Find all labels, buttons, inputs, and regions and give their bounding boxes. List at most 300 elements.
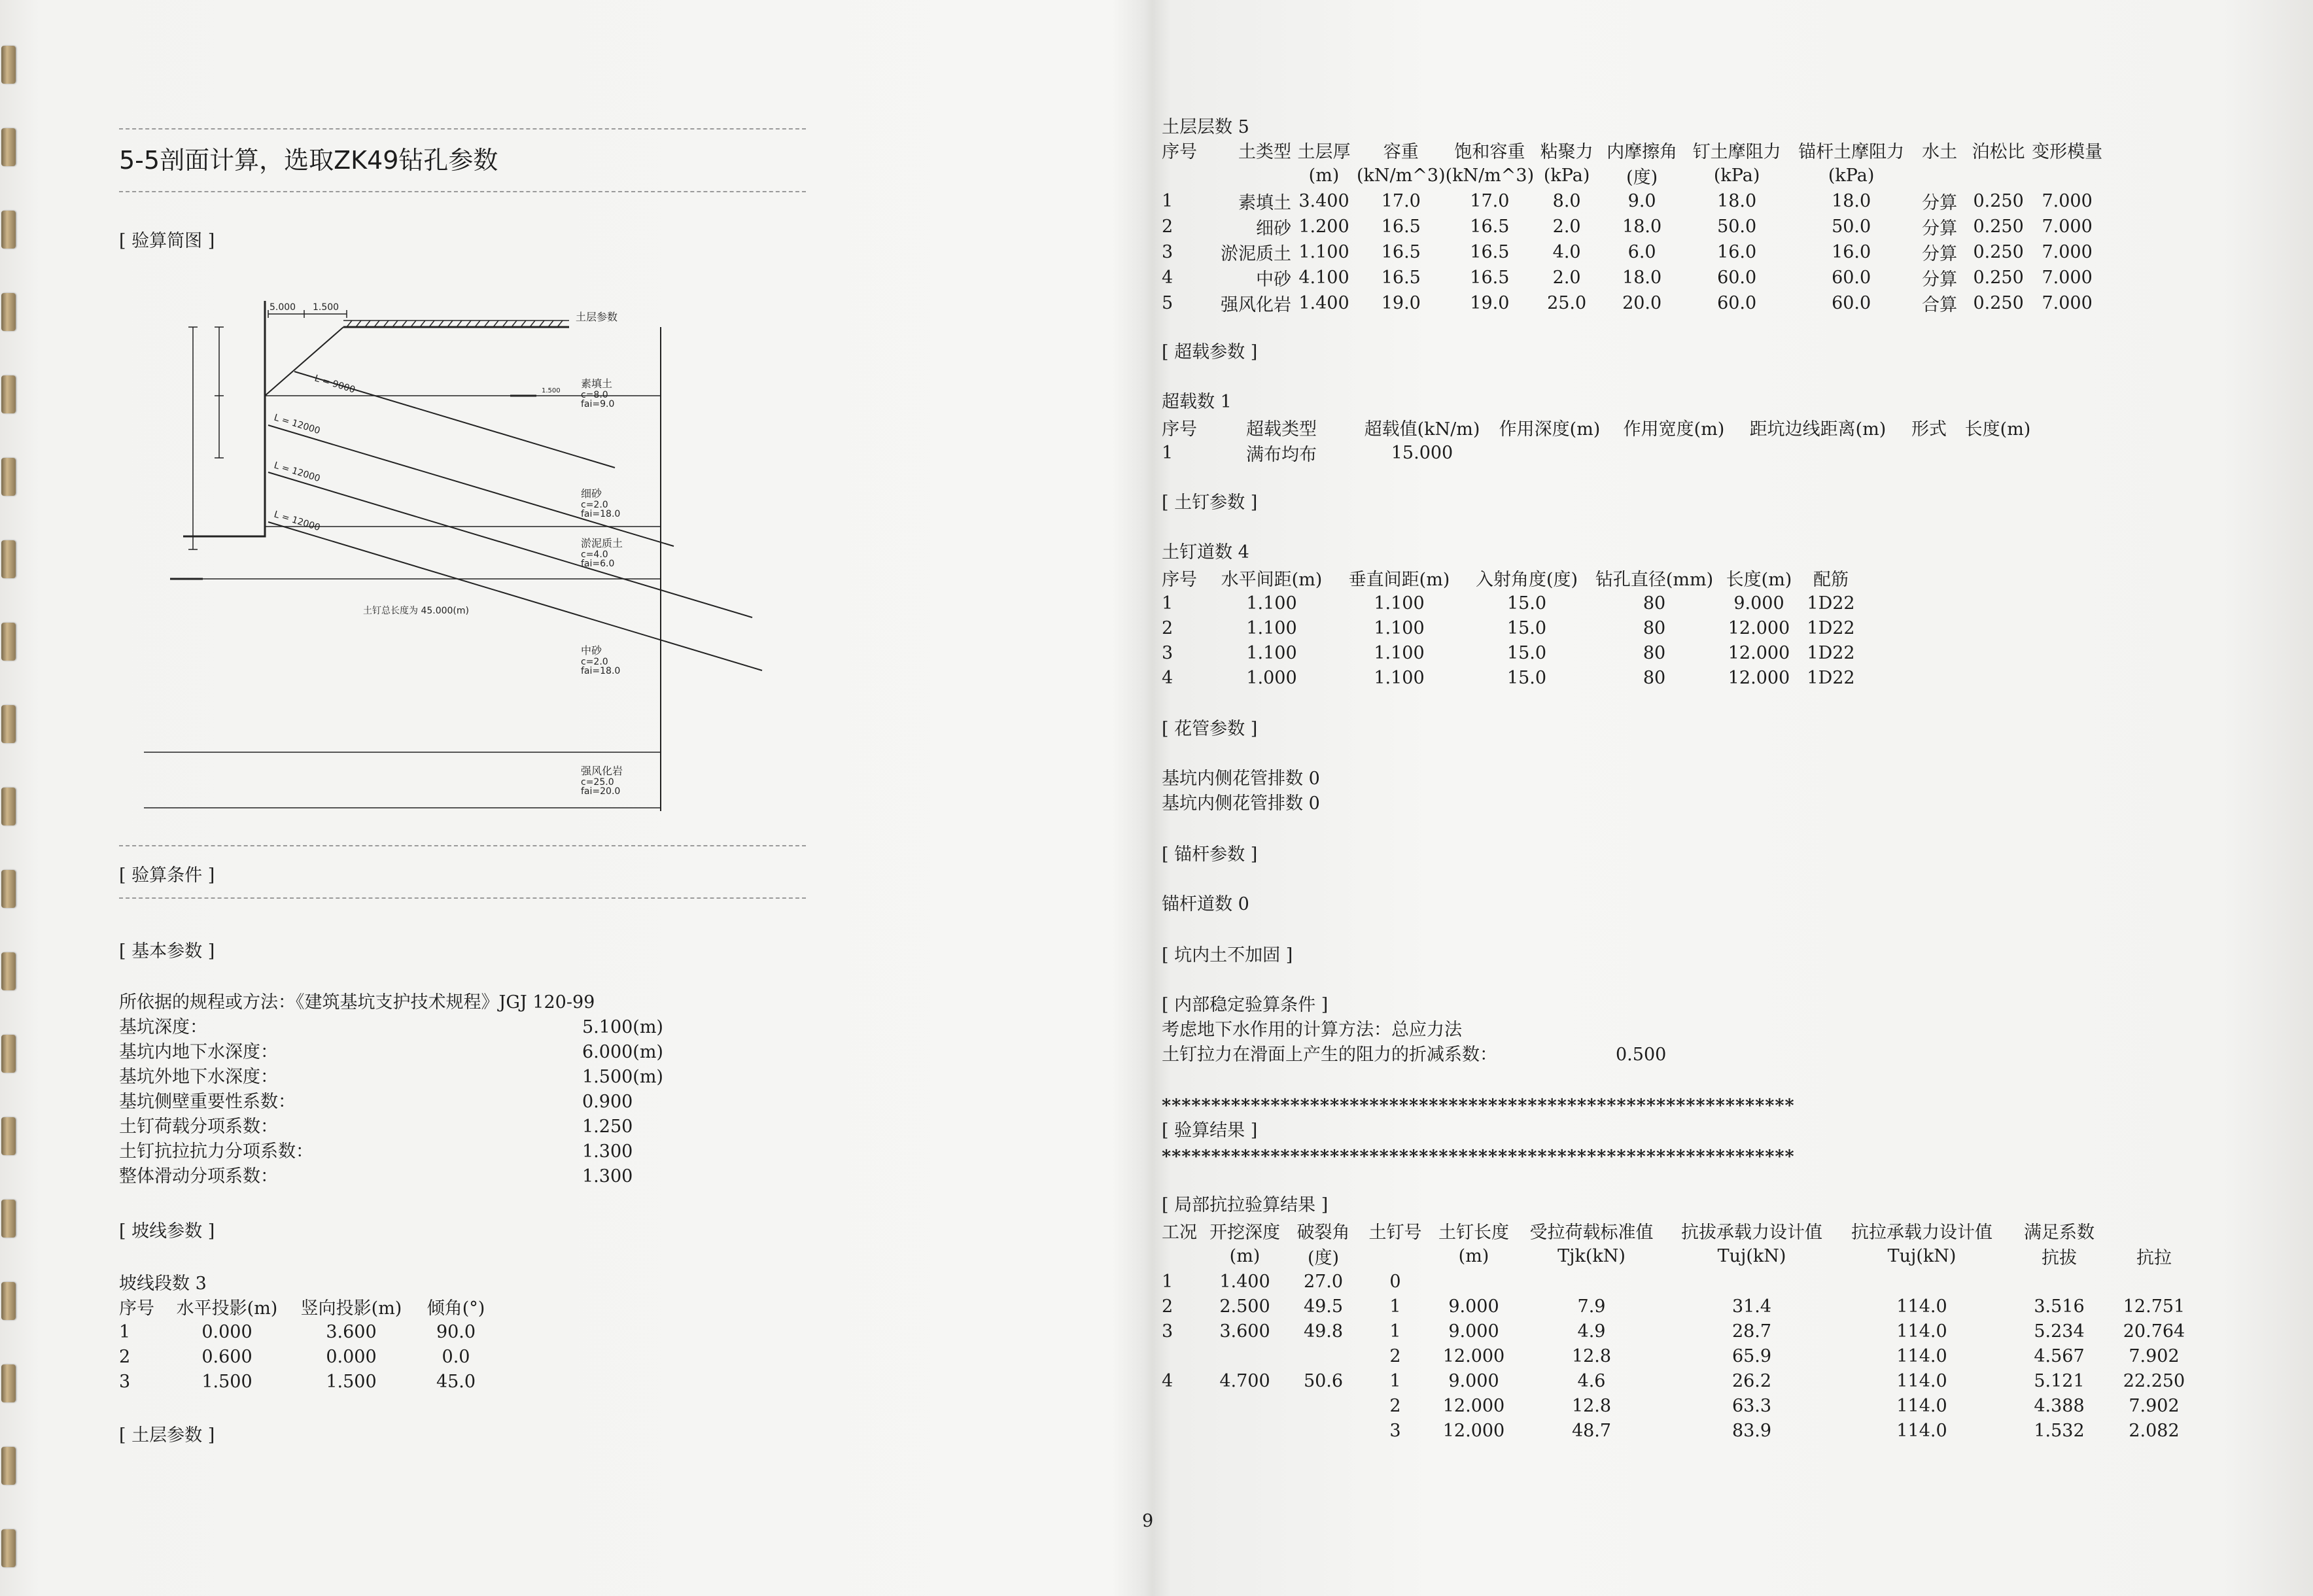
table-cell: 80 bbox=[1643, 593, 1666, 614]
table-cell: 4.6 bbox=[1577, 1370, 1606, 1391]
table-header-row bbox=[1162, 565, 1860, 591]
table-row bbox=[1162, 1368, 2197, 1393]
table-cell: 22.250 bbox=[2123, 1370, 2185, 1391]
table-cell: 0.0 bbox=[442, 1346, 470, 1367]
table-row bbox=[1162, 214, 2103, 239]
table-row bbox=[1162, 1269, 2197, 1294]
surcharge-count: 超载数 1 bbox=[1162, 392, 1232, 412]
table-cell: 16.0 bbox=[1717, 242, 1757, 262]
table-cell bbox=[1162, 1393, 1202, 1418]
table-cell: 细砂 bbox=[1256, 218, 1291, 239]
table-cell: 9.000 bbox=[1733, 593, 1784, 614]
table-row bbox=[1162, 1294, 2197, 1319]
table-cell: 2 bbox=[1389, 1345, 1401, 1366]
table-cell: 抗拉承载力设计值 bbox=[1851, 1223, 1992, 1243]
table-cell bbox=[1206, 163, 1291, 188]
slope-table bbox=[119, 1294, 498, 1394]
table-cell: 0.250 bbox=[1973, 217, 2024, 237]
layer-title: 土层参数 bbox=[576, 311, 618, 323]
table-cell: 序号 bbox=[1162, 570, 1197, 590]
table-cell: 变形模量 bbox=[2032, 142, 2103, 162]
divider bbox=[119, 897, 806, 899]
table-cell: 1.100 bbox=[1374, 642, 1425, 663]
table-cell: 水平间距(m) bbox=[1221, 570, 1323, 590]
table-cell bbox=[1162, 1418, 1202, 1443]
table-cell: 序号 bbox=[1162, 142, 1197, 162]
section-label: [ 验算条件 ] bbox=[119, 865, 215, 886]
page-number: 9 bbox=[1142, 1511, 1154, 1531]
table-cell: 63.3 bbox=[1731, 1395, 1772, 1416]
table-cell: 破裂角 bbox=[1296, 1223, 1350, 1243]
layer-name: 细砂 bbox=[581, 487, 602, 500]
table-cell: 淤泥质土 bbox=[1221, 244, 1291, 264]
table-cell: 3 bbox=[119, 1371, 131, 1392]
table-header-row bbox=[1162, 415, 2037, 440]
table-cell: 距坑边线距离(m) bbox=[1749, 419, 1887, 440]
param-label: 基坑侧壁重要性系数： bbox=[119, 1092, 296, 1112]
table-cell: 1.400 bbox=[1298, 293, 1349, 313]
table-cell: 容重 bbox=[1383, 142, 1419, 162]
layer-fai: fai=18.0 bbox=[581, 666, 621, 676]
table-cell bbox=[1736, 440, 1900, 466]
table-cell bbox=[1900, 440, 1958, 466]
layer-c: c=2.0 bbox=[581, 500, 608, 510]
surcharge-table bbox=[1162, 415, 2037, 466]
table-cell: 50.0 bbox=[1832, 217, 1871, 237]
table-cell: 16.5 bbox=[1381, 268, 1421, 288]
table-cell bbox=[1202, 1393, 1287, 1418]
table-cell: 16.5 bbox=[1381, 217, 1421, 237]
table-cell: 4 bbox=[1162, 268, 1174, 288]
table-row bbox=[119, 1319, 498, 1344]
soil-table bbox=[1162, 137, 2103, 316]
table-cell: 4.0 bbox=[1552, 242, 1581, 262]
table-cell: 1 bbox=[1162, 443, 1174, 463]
table-cell: 2 bbox=[1389, 1395, 1401, 1416]
table-cell: 0 bbox=[1389, 1271, 1401, 1292]
table-cell: 12.000 bbox=[1728, 617, 1790, 638]
table-cell: 1.532 bbox=[2034, 1420, 2085, 1441]
table-cell: 7.000 bbox=[2042, 293, 2093, 313]
table-header-row bbox=[1162, 137, 2103, 163]
stability-factor-value: 0.500 bbox=[1616, 1045, 1667, 1065]
table-cell: 倾角(°) bbox=[426, 1298, 485, 1319]
table-cell: 1.500 bbox=[326, 1371, 377, 1392]
table-cell: 长度(m) bbox=[1964, 419, 2031, 440]
table-cell bbox=[2112, 1269, 2197, 1294]
nail-label: L = 9000 bbox=[313, 373, 357, 396]
section-label: [ 内部稳定验算条件 ] bbox=[1162, 995, 1329, 1015]
table-cell: (kPa) bbox=[1828, 165, 1875, 186]
param-value: 1.300 bbox=[582, 1166, 633, 1187]
table-cell: 20.764 bbox=[2123, 1321, 2185, 1342]
table-cell: 80 bbox=[1643, 642, 1666, 663]
table-cell: 28.7 bbox=[1731, 1321, 1772, 1342]
table-cell: 形式 bbox=[1911, 419, 1947, 440]
table-cell: 2 bbox=[1162, 217, 1174, 237]
table-header-row bbox=[119, 1294, 498, 1319]
star-line: **************************************************************** bbox=[1162, 1096, 1795, 1116]
table-cell: 土层厚 bbox=[1297, 142, 1351, 162]
section-diagram bbox=[144, 301, 772, 818]
table-cell: 50.6 bbox=[1303, 1370, 1344, 1391]
table-units-row bbox=[1162, 163, 2103, 188]
table-cell: 1.100 bbox=[1246, 642, 1297, 663]
table-cell: 18.0 bbox=[1717, 191, 1757, 211]
table-cell: 114.0 bbox=[1896, 1345, 1947, 1366]
table-cell: 7.000 bbox=[2042, 191, 2093, 211]
table-cell: 16.5 bbox=[1470, 217, 1510, 237]
table-cell: 8.0 bbox=[1552, 191, 1581, 211]
table-cell: 1D22 bbox=[1807, 667, 1855, 688]
layer-c: c=25.0 bbox=[581, 777, 614, 788]
table-cell: 1.200 bbox=[1298, 217, 1349, 237]
table-cell: 2.0 bbox=[1552, 268, 1581, 288]
section-label: [ 验算结果 ] bbox=[1162, 1120, 1258, 1141]
table-cell: 素填土 bbox=[1238, 193, 1291, 213]
table-row bbox=[1162, 188, 2103, 214]
total-length-label: 土钉总长度为 45.000(m) bbox=[363, 606, 469, 616]
table-cell bbox=[1958, 440, 2037, 466]
table-cell: (m) bbox=[1229, 1246, 1261, 1266]
section-label: [ 坡线参数 ] bbox=[119, 1221, 215, 1241]
table-cell: 1.100 bbox=[1298, 242, 1349, 262]
table-cell: 15.0 bbox=[1506, 667, 1547, 688]
table-cell: 9.000 bbox=[1448, 1321, 1499, 1342]
table-row bbox=[1162, 1344, 2197, 1368]
table-cell bbox=[1359, 1243, 1431, 1269]
section-label: [ 花管参数 ] bbox=[1162, 719, 1258, 739]
table-cell: 114.0 bbox=[1896, 1420, 1947, 1441]
right-page bbox=[1142, 0, 2313, 1596]
layer-name: 中砂 bbox=[581, 644, 602, 657]
table-cell: 钉土摩阻力 bbox=[1692, 142, 1781, 162]
table-cell: 2.082 bbox=[2129, 1420, 2180, 1441]
table-cell: 4.700 bbox=[1219, 1370, 1270, 1391]
table-row bbox=[1162, 1319, 2197, 1344]
table-cell: 7.000 bbox=[2042, 268, 2093, 288]
table-row bbox=[1162, 239, 2103, 265]
table-cell: 2 bbox=[1162, 1296, 1174, 1317]
layer-fai: fai=9.0 bbox=[581, 399, 615, 409]
table-cell bbox=[1287, 1344, 1359, 1368]
table-cell: 18.0 bbox=[1622, 268, 1662, 288]
table-row bbox=[1162, 616, 1860, 640]
table-cell: 2.0 bbox=[1552, 217, 1581, 237]
table-cell: (kPa) bbox=[1713, 165, 1760, 186]
layer-name: 强风化岩 bbox=[581, 765, 623, 777]
table-cell: 1 bbox=[1162, 593, 1174, 614]
table-cell bbox=[1966, 163, 2031, 188]
table-cell: 1.100 bbox=[1246, 593, 1297, 614]
table-cell: 内摩擦角 bbox=[1607, 142, 1678, 162]
table-cell: 60.0 bbox=[1832, 268, 1871, 288]
table-cell: 18.0 bbox=[1622, 217, 1662, 237]
table-cell: 60.0 bbox=[1717, 293, 1757, 313]
table-cell: 18.0 bbox=[1832, 191, 1871, 211]
table-cell: Tjk(kN) bbox=[1557, 1246, 1626, 1266]
table-cell: 分算 bbox=[1922, 269, 1958, 290]
table-cell: 4.388 bbox=[2034, 1395, 2085, 1416]
table-cell: 垂直间距(m) bbox=[1348, 570, 1450, 590]
table-cell: 超载值(kN/m) bbox=[1364, 419, 1480, 440]
table-cell: 1 bbox=[119, 1321, 131, 1342]
table-cell: 15.0 bbox=[1506, 642, 1547, 663]
water-mark: 1.500 bbox=[542, 387, 561, 394]
table-cell: 0.250 bbox=[1973, 293, 2024, 313]
table-cell: 1D22 bbox=[1807, 617, 1855, 638]
table-cell bbox=[2031, 163, 2103, 188]
table-cell: 3.600 bbox=[326, 1321, 377, 1342]
diagram-section-label: [ 验算简图 ] bbox=[119, 231, 215, 251]
table-cell: 17.0 bbox=[1381, 191, 1421, 211]
table-cell: 水平投影(m) bbox=[176, 1298, 278, 1319]
star-line: **************************************************************** bbox=[1162, 1147, 1795, 1167]
table-cell: 强风化岩 bbox=[1221, 295, 1291, 315]
section-label: [ 土层参数 ] bbox=[119, 1425, 215, 1446]
table-cell: Tuj(kN) bbox=[1717, 1246, 1786, 1266]
table-cell: 受拉荷载标准值 bbox=[1529, 1223, 1654, 1243]
table-cell: 超载类型 bbox=[1246, 419, 1317, 440]
table-cell: 3 bbox=[1162, 242, 1174, 262]
table-cell bbox=[1202, 1344, 1287, 1368]
table-cell: 19.0 bbox=[1470, 293, 1510, 313]
section-label: [ 土钉参数 ] bbox=[1162, 493, 1258, 513]
table-row bbox=[1162, 265, 2103, 290]
table-cell: 水土 bbox=[1922, 142, 1958, 162]
layer-fai: fai=20.0 bbox=[581, 786, 621, 797]
layer-fai: fai=6.0 bbox=[581, 559, 615, 569]
table-cell bbox=[1287, 1393, 1359, 1418]
divider bbox=[119, 128, 806, 130]
table-row bbox=[1162, 440, 2037, 466]
table-cell: 9.000 bbox=[1448, 1370, 1499, 1391]
param-value: 6.000(m) bbox=[582, 1042, 663, 1062]
table-cell: 分算 bbox=[1922, 244, 1958, 264]
table-cell bbox=[1837, 1269, 2007, 1294]
table-cell: 7.000 bbox=[2042, 242, 2093, 262]
left-page bbox=[0, 0, 1154, 1596]
table-cell: 60.0 bbox=[1717, 268, 1757, 288]
table-cell: 12.000 bbox=[1728, 642, 1790, 663]
table-cell: 锚杆土摩阻力 bbox=[1798, 142, 1905, 162]
table-cell: 土钉号 bbox=[1368, 1223, 1422, 1243]
layer-name: 淤泥质土 bbox=[581, 537, 623, 549]
table-cell: 3.516 bbox=[2034, 1296, 2085, 1317]
table-cell bbox=[1162, 163, 1206, 188]
table-cell: 1D22 bbox=[1807, 642, 1855, 663]
table-cell: (kN/m^3) bbox=[1357, 165, 1446, 186]
table-cell: 7.9 bbox=[1577, 1296, 1606, 1317]
table-cell: 抗拔 bbox=[2042, 1248, 2077, 1268]
section-label: [ 锚杆参数 ] bbox=[1162, 844, 1258, 865]
table-cell: 12.000 bbox=[1442, 1420, 1505, 1441]
table-cell: 土类型 bbox=[1238, 142, 1291, 162]
table-cell: 6.0 bbox=[1627, 242, 1656, 262]
soil-count: 土层层数 5 bbox=[1162, 117, 1249, 137]
table-cell: 0.600 bbox=[201, 1346, 252, 1367]
nail-label: L = 12000 bbox=[272, 509, 322, 534]
table-cell: 9.000 bbox=[1448, 1296, 1499, 1317]
table-cell: 1 bbox=[1162, 1271, 1174, 1292]
table-cell: 0.250 bbox=[1973, 191, 2024, 211]
table-cell bbox=[1612, 440, 1736, 466]
table-cell bbox=[1913, 163, 1966, 188]
page-title: 5-5剖面计算，选取ZK49钻孔参数 bbox=[119, 146, 498, 175]
table-cell: 钻孔直径(mm) bbox=[1595, 570, 1714, 590]
table-cell: 15.0 bbox=[1506, 593, 1547, 614]
table-cell: 3.600 bbox=[1219, 1321, 1270, 1342]
table-cell: 序号 bbox=[119, 1298, 154, 1319]
param-label: 基坑内地下水深度： bbox=[119, 1042, 278, 1062]
table-cell: 7.000 bbox=[2042, 217, 2093, 237]
param-label: 整体滑动分项系数： bbox=[119, 1166, 278, 1187]
table-row bbox=[1162, 1418, 2197, 1443]
nail-table bbox=[1162, 565, 1860, 690]
section-label: [ 超载参数 ] bbox=[1162, 342, 1258, 362]
table-row bbox=[119, 1344, 498, 1369]
table-cell: 114.0 bbox=[1896, 1395, 1947, 1416]
table-cell bbox=[1162, 1344, 1202, 1368]
local-result-table bbox=[1162, 1218, 2197, 1443]
layer-name: 素填土 bbox=[581, 377, 613, 390]
table-cell: 19.0 bbox=[1381, 293, 1421, 313]
table-cell: 1 bbox=[1389, 1321, 1401, 1342]
table-cell: 抗拉 bbox=[2136, 1248, 2172, 1268]
table-cell: 20.0 bbox=[1622, 293, 1662, 313]
table-row bbox=[1162, 290, 2103, 316]
table-cell: 3 bbox=[1162, 642, 1174, 663]
table-cell: 3.400 bbox=[1298, 191, 1349, 211]
table-cell: 1.100 bbox=[1374, 617, 1425, 638]
table-cell: 2 bbox=[1162, 617, 1174, 638]
table-cell: 饱和容重 bbox=[1454, 142, 1525, 162]
table-cell: 49.5 bbox=[1303, 1296, 1344, 1317]
section-label: [ 局部抗拉验算结果 ] bbox=[1162, 1195, 1329, 1215]
layer-c: c=8.0 bbox=[581, 390, 608, 400]
dim-label: 1.500 bbox=[313, 302, 339, 313]
table-cell: 27.0 bbox=[1303, 1271, 1344, 1292]
table-cell: 5 bbox=[1162, 293, 1174, 313]
table-row bbox=[1162, 1393, 2197, 1418]
table-cell: 16.5 bbox=[1470, 242, 1510, 262]
dim-label: 5.000 bbox=[270, 302, 296, 313]
table-cell: 114.0 bbox=[1896, 1296, 1947, 1317]
pipe-line: 基坑内侧花管排数 0 bbox=[1162, 793, 1320, 814]
table-cell: 1.500 bbox=[201, 1371, 252, 1392]
table-row bbox=[119, 1369, 498, 1394]
table-cell: 12.000 bbox=[1728, 667, 1790, 688]
table-cell: 1 bbox=[1389, 1296, 1401, 1317]
param-label: 土钉荷载分项系数： bbox=[119, 1117, 278, 1137]
table-cell: 60.0 bbox=[1832, 293, 1871, 313]
table-cell: 工况 bbox=[1162, 1223, 1197, 1243]
table-cell: 2.500 bbox=[1219, 1296, 1270, 1317]
table-cell: 1.400 bbox=[1219, 1271, 1270, 1292]
table-cell: 17.0 bbox=[1470, 191, 1510, 211]
table-cell: 开挖深度 bbox=[1209, 1223, 1280, 1243]
table-cell: 0.250 bbox=[1973, 268, 2024, 288]
table-cell bbox=[2112, 1218, 2197, 1243]
table-cell bbox=[1487, 440, 1612, 466]
table-cell: 0.000 bbox=[326, 1346, 377, 1367]
table-cell: 1.100 bbox=[1374, 593, 1425, 614]
slope-count: 坡线段数 3 bbox=[119, 1274, 207, 1294]
table-cell: 3 bbox=[1389, 1420, 1401, 1441]
table-cell: 0.000 bbox=[201, 1321, 252, 1342]
table-cell: 45.0 bbox=[436, 1371, 476, 1392]
divider bbox=[119, 845, 806, 846]
table-cell: 分算 bbox=[1922, 193, 1958, 213]
table-row bbox=[1162, 591, 1860, 616]
table-cell: (kPa) bbox=[1543, 165, 1590, 186]
table-cell: 12.000 bbox=[1442, 1395, 1505, 1416]
table-cell: 作用深度(m) bbox=[1499, 419, 1601, 440]
table-cell: 1.000 bbox=[1246, 667, 1297, 688]
table-units-row bbox=[1162, 1243, 2197, 1269]
param-label: 基坑外地下水深度： bbox=[119, 1067, 278, 1087]
table-cell: 12.8 bbox=[1571, 1395, 1612, 1416]
table-cell: 合算 bbox=[1922, 295, 1958, 315]
divider bbox=[119, 191, 806, 192]
table-cell: 满布均布 bbox=[1246, 445, 1317, 465]
table-cell: 1.100 bbox=[1246, 617, 1297, 638]
table-cell: 土钉长度 bbox=[1438, 1223, 1509, 1243]
table-cell: 1D22 bbox=[1807, 593, 1855, 614]
table-cell: 1.100 bbox=[1374, 667, 1425, 688]
table-cell bbox=[1667, 1269, 1837, 1294]
section-label: [ 坑内土不加固 ] bbox=[1162, 945, 1293, 965]
table-cell: 竖向投影(m) bbox=[300, 1298, 402, 1319]
param-value: 0.900 bbox=[582, 1092, 633, 1112]
table-cell: 3 bbox=[1162, 1321, 1174, 1342]
table-cell bbox=[1287, 1418, 1359, 1443]
table-cell: 15.000 bbox=[1391, 443, 1453, 463]
table-cell: 5.234 bbox=[2034, 1321, 2085, 1342]
table-cell: 7.902 bbox=[2129, 1345, 2180, 1366]
table-cell: 配筋 bbox=[1813, 570, 1849, 590]
table-cell: 4.567 bbox=[2034, 1345, 2085, 1366]
param-label: 所依据的规程或方法：《建筑基坑支护技术规程》JGJ 120-99 bbox=[119, 992, 595, 1013]
table-cell bbox=[1202, 1418, 1287, 1443]
table-cell bbox=[1431, 1269, 1516, 1294]
table-cell: 长度(m) bbox=[1726, 570, 1792, 590]
table-cell: 入射角度(度) bbox=[1475, 570, 1578, 590]
param-value: 1.250 bbox=[582, 1117, 633, 1137]
table-cell: 65.9 bbox=[1731, 1345, 1772, 1366]
table-cell: 9.0 bbox=[1627, 191, 1656, 211]
table-cell: 114.0 bbox=[1896, 1370, 1947, 1391]
table-cell: (度) bbox=[1626, 167, 1658, 188]
table-cell: 114.0 bbox=[1896, 1321, 1947, 1342]
table-header-row bbox=[1162, 1218, 2197, 1243]
table-cell bbox=[1162, 1243, 1202, 1269]
nail-label: L = 12000 bbox=[272, 412, 322, 437]
table-cell: 16.5 bbox=[1470, 268, 1510, 288]
table-cell: 80 bbox=[1643, 667, 1666, 688]
table-cell: 12.000 bbox=[1442, 1345, 1505, 1366]
table-cell: 中砂 bbox=[1256, 269, 1291, 290]
param-value: 1.500(m) bbox=[582, 1067, 663, 1087]
table-cell: 7.902 bbox=[2129, 1395, 2180, 1416]
param-label: 土钉抗拉抗力分项系数： bbox=[119, 1141, 313, 1162]
table-cell: 12.751 bbox=[2123, 1296, 2185, 1317]
table-cell: 作用宽度(m) bbox=[1623, 419, 1725, 440]
param-value: 1.300 bbox=[582, 1141, 633, 1162]
layer-fai: fai=18.0 bbox=[581, 509, 621, 519]
table-cell: 50.0 bbox=[1717, 217, 1757, 237]
nail-label: L = 12000 bbox=[272, 460, 322, 485]
